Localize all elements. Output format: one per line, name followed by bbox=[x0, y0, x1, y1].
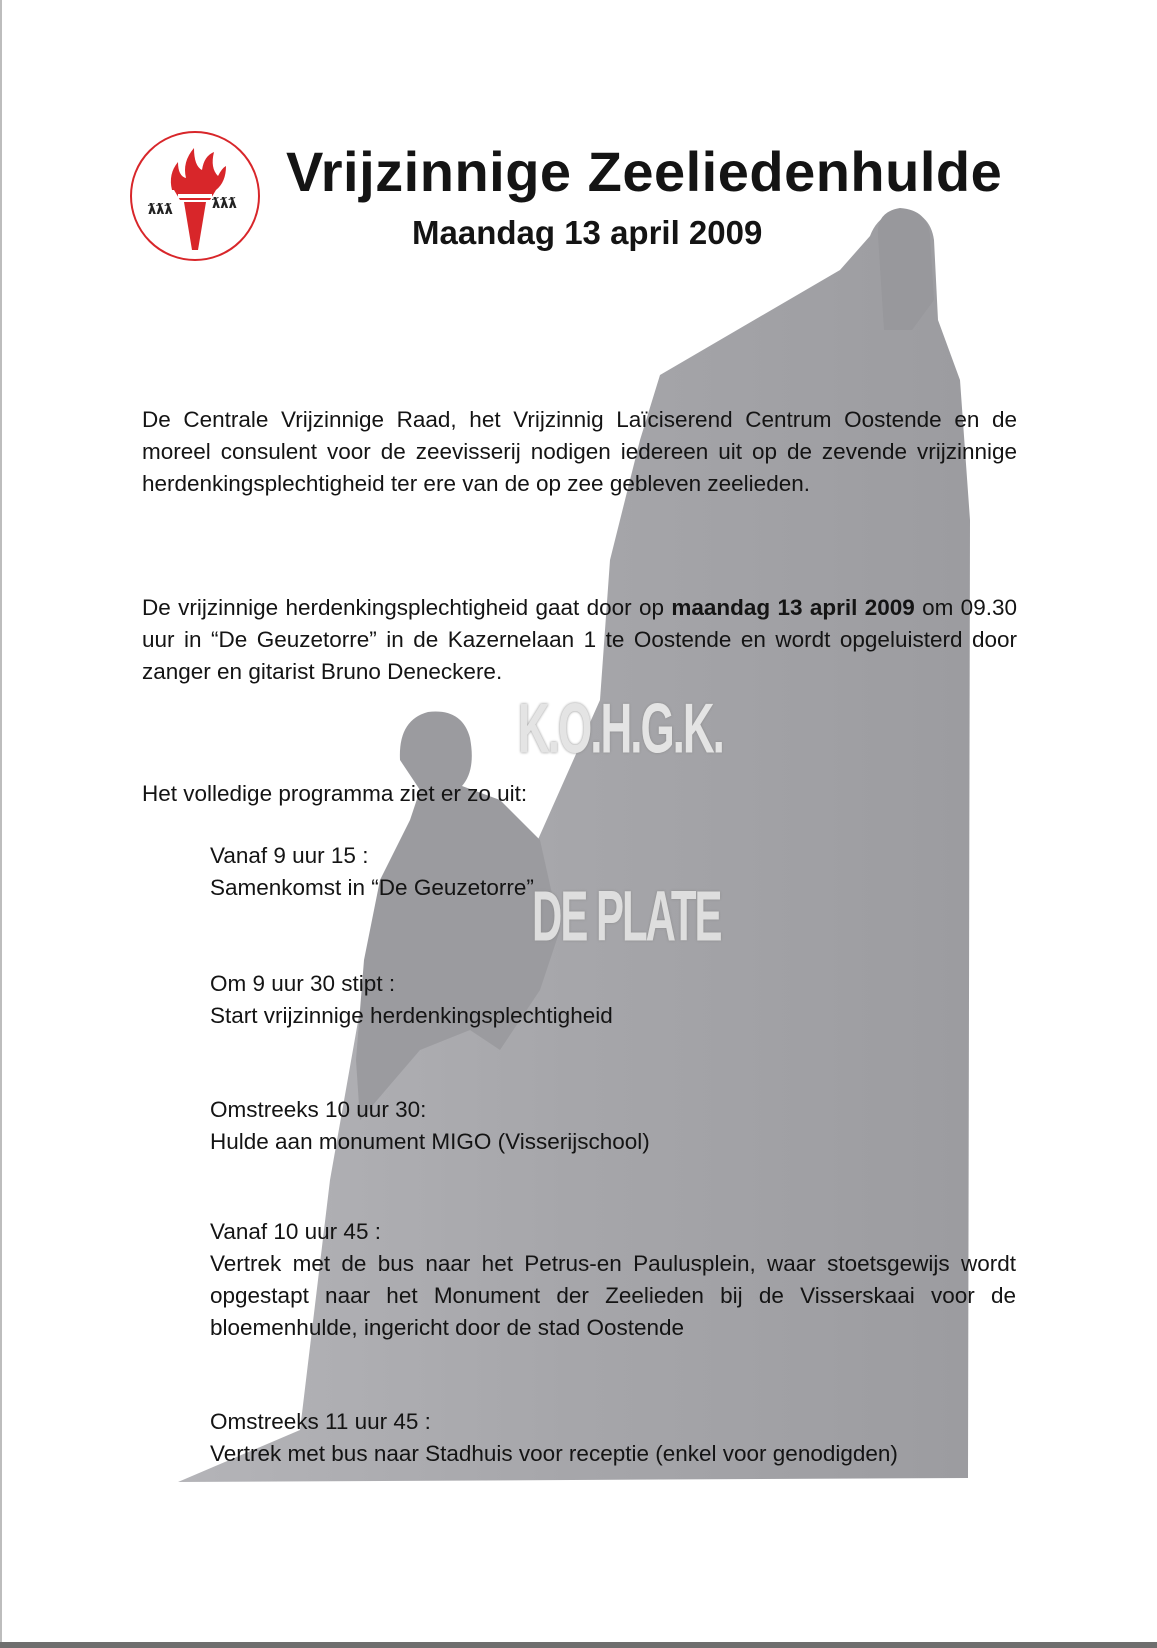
program-item bbox=[210, 968, 1016, 1032]
program-item bbox=[210, 840, 1016, 904]
intro-paragraph: De Centrale Vrijzinnige Raad, het Vrijzinnig Laïciserend Centrum Oostende en de moreel consulent voor de zeevisserij nodigen iedereen uit op de zevende vrijzinnige herdenkingsplechtigheid ter ere van de op zee gebleven zeelieden. bbox=[142, 407, 1017, 496]
program-heading: Het volledige programma ziet er zo uit: bbox=[142, 781, 528, 806]
program-item-time: Om 9 uur 30 stipt : bbox=[210, 971, 396, 996]
scan-edge-left bbox=[0, 0, 2, 1648]
page-subtitle: Maandag 13 april 2009 bbox=[412, 214, 763, 251]
details-paragraph bbox=[142, 592, 1017, 688]
program-item-desc: Start vrijzinnige herdenkingsplechtigheid bbox=[210, 1003, 613, 1028]
details-date-bold: maandag 13 april 2009 bbox=[671, 595, 915, 620]
program-item-time: Vanaf 9 uur 15 : bbox=[210, 843, 369, 868]
program-item-time: Omstreeks 10 uur 30: bbox=[210, 1097, 427, 1122]
program-item bbox=[210, 1406, 1016, 1470]
program-item-desc: Hulde aan monument MIGO (Visserijschool) bbox=[210, 1129, 650, 1154]
page-title: Vrijzinnige Zeeliedenhulde bbox=[286, 140, 1003, 203]
watermark-de-plate: DE PLATE bbox=[532, 876, 721, 956]
program-item bbox=[210, 1216, 1016, 1344]
program-item bbox=[210, 1094, 1016, 1158]
details-text-end: om 09.30 uur in “De Geuzetorre” in de Kazernelaan 1 te Oostende en wordt opgeluisterd door zanger en gitarist Bruno Deneckere. bbox=[142, 595, 1017, 684]
details-text-start: De vrijzinnige herdenkingsplechtigheid gaat door op bbox=[142, 595, 672, 620]
program-item-desc: Samenkomst in “De Geuzetorre” bbox=[210, 875, 534, 900]
program-item-time: Omstreeks 11 uur 45 : bbox=[210, 1409, 431, 1434]
program-item-desc: Vertrek met bus naar Stadhuis voor receptie (enkel voor genodigden) bbox=[210, 1441, 898, 1466]
svg-text:ƛƛƛ: ƛƛƛ bbox=[148, 202, 173, 218]
torch-flame-logo-icon bbox=[128, 128, 262, 264]
program-item-time: Vanaf 10 uur 45 : bbox=[210, 1219, 381, 1244]
scan-edge-bottom bbox=[0, 1642, 1157, 1648]
svg-text:ƛƛƛ: ƛƛƛ bbox=[212, 196, 237, 212]
watermark-koh: K.O.H.G.K. bbox=[518, 690, 723, 769]
program-item-desc: Vertrek met de bus naar het Petrus-en Paulusplein, waar stoetsgewijs wordt opgestapt naar het Monument der Zeelieden bij de Visserskaai voor de bloemenhulde, ingericht door de stad Oostende bbox=[210, 1251, 1016, 1340]
